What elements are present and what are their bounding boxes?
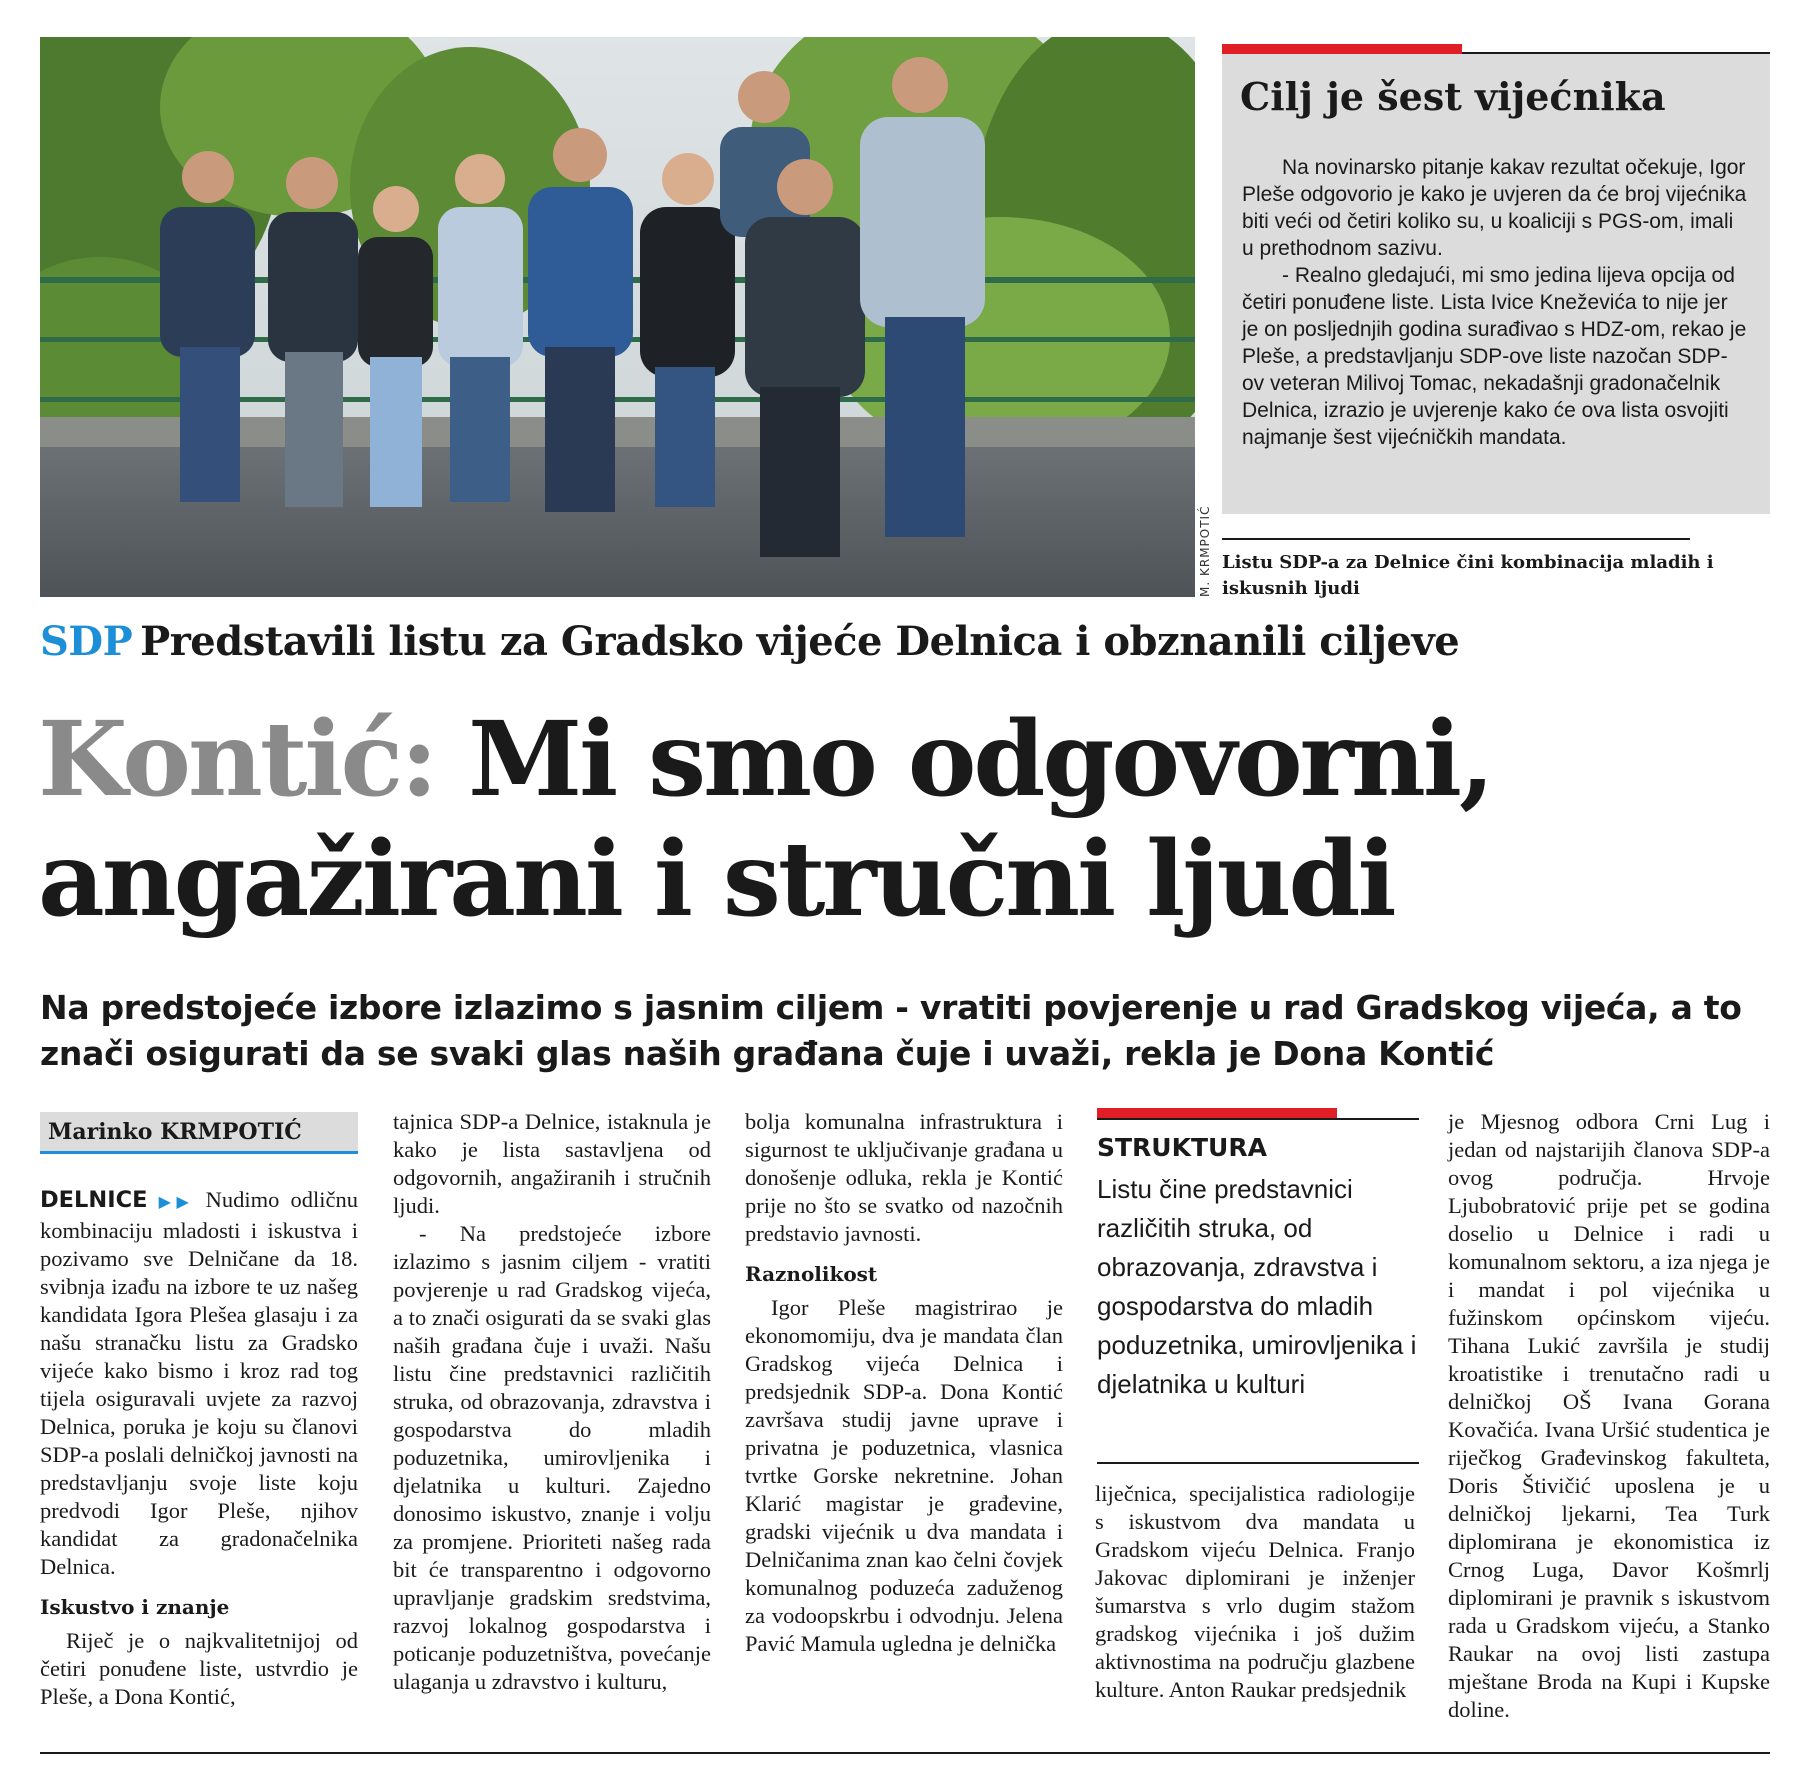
subheading: Iskustvo i znanje bbox=[40, 1595, 230, 1619]
sidebar-box bbox=[1222, 52, 1770, 514]
sidebar-title: Cilj je šest vijećnika bbox=[1240, 74, 1666, 119]
article-paragraph: liječnica, specijalistica radiologije s iskustvom dva mandata u Gradskom vijeću Delnica. Franjo Jakovac diplomirani je inženjer šumarstva s vrlo dugim stažom gradskog vijećnika i još dužim aktivnostima na području glazbene kulture. Anton Raukar predsjednik bbox=[1095, 1481, 1415, 1702]
byline: Marinko KRMPOTIĆ bbox=[40, 1112, 358, 1154]
article-column-1 bbox=[40, 1186, 358, 1711]
article-column-5 bbox=[1448, 1108, 1770, 1724]
sidebar-accent-bar bbox=[1222, 44, 1462, 54]
struktura-title: STRUKTURA bbox=[1097, 1133, 1267, 1162]
headline-speaker: Kontić: bbox=[38, 699, 436, 820]
article-paragraph: tajnica SDP-a Delnice, istaknula je kako je lista sastavljena od odgovornih, angažiranih i stručnih ljudi. bbox=[393, 1109, 711, 1218]
struktura-rule bbox=[1097, 1118, 1419, 1120]
headline bbox=[38, 700, 1492, 940]
article-paragraph: - Na predstojeće izbore izlazimo s jasnim ciljem - vratiti povjerenje u rad Gradskog vijeća, a to znači osigurati da se svaki glas naših građana čuje i uvaži. Našu listu čine predstavnici različitih struka, od obrazovanja, zdravstva i gospodarstva do mladih poduzetnika, umirovljenika i djelatnika u kulturi. Zajedno donosimo iskustvo, znanje i volju za promjene. Prioriteti našeg rada bit će transparentno i odgovorno upravljanje gradskim sredstvima, razvoj lokalnog gospodarstva i poticanje poduzetništva, povećanje ulaganja u zdravstvo i kulturu, bbox=[393, 1221, 711, 1694]
kicker-label: SDP bbox=[40, 618, 133, 665]
headline-line1: Mi smo odgovorni, bbox=[468, 699, 1492, 820]
article-paragraph: Igor Pleše magistrirao je ekonomomiju, dva je mandata član Gradskog vijeća Delnica i predsjednik SDP-a. Dona Kontić završava studij javne uprave i privatna je poduzetnica, vlasnica tvrtke Gorske nekretnine. Johan Klarić magistar je građevine, gradski vijećnik u dva mandata i Delničanima znan kao čelni čovjek komunalnog poduzeća zaduženog za vodoopskrbu i odvodnju. Jelena Pavić Mamula ugledna je delnička bbox=[745, 1295, 1063, 1656]
group-photo-illustration bbox=[40, 37, 1195, 597]
subheading: Raznolikost bbox=[745, 1262, 878, 1286]
photo-caption: Listu SDP-a za Delnice čini kombinacija mladih i iskusnih ljudi bbox=[1222, 552, 1714, 599]
article-paragraph: je Mjesnog odbora Crni Lug i jedan od najstarijih članova SDP-a ovog područja. Hrvoje Ljubobratović prije pet se godina doselio u Delnice i radi u komunalnom sektoru, a iza njega je i mandat i pol vijećnika u fužinskom općinskom vijeću. Tihana Lukić završila je studij kroatistike i trenutačno radi u delničkoj OŠ Ivana Gorana Kovačića. Ivana Uršić studentica je riječkog Građevinskog fakulteta, Doris Štivičić uposlena je u delničkoj ljekarni, Tea Turk diplomirana je ekonomistica iz Crnog Luga, Davor Košmrlj diplomirani je pravnik s iskustvom rada u Gradskom vijeću, a Stanko Raukar na ovoj listi zastupa mještane Broda na Kupi i Kupske doline. bbox=[1448, 1109, 1770, 1722]
caption-rule bbox=[1222, 538, 1690, 540]
sidebar-paragraph: - Realno gledajući, mi smo jedina lijeva opcija od četiri ponuđene liste. Lista Ivice Kneževića to nije jer je on posljednjih godina surađivao s HDZ-om, rekao je Pleše, a predstavljanju SDP-ove liste nazočan SDP-ov veteran Milivoj Tomac, nekadašnji gradonačelnik Delnica, izrazio je uvjerenje kako će ova lista osvojiti najmanje šest vijećničkih mandata. bbox=[1242, 264, 1747, 449]
article-paragraph: Nudimo odličnu kombinaciju mladosti i iskustva i pozivamo sve Delničane da 18. svibnja izađu na izbore te uz našeg kandidata Igora Plešea glasaju i za našu stranačku listu za Gradsko vijeće kako bismo i kroz rad tog tijela osiguravali uvjete za razvoj Delnica, poruka je koju su članovi SDP-a poslali delničkoj javnosti na predstavljanju svoje liste koju predvodi Igor Pleše, njihov kandidat za gradonačelnika Delnica. bbox=[40, 1187, 359, 1579]
article-paragraph: Riječ je o najkvalitetnijoj od četiri ponuđene liste, ustvrdio je Pleše, a Dona Kontić, bbox=[40, 1628, 358, 1709]
article-column-4 bbox=[1095, 1480, 1415, 1704]
article-column-3 bbox=[745, 1108, 1063, 1658]
article-paragraph: bolja komunalna infrastruktura i sigurnost te uključivanje građana u donošenje odluka, rekla je Kontić prije no što se svatko od nazočnih predstavio javnosti. bbox=[745, 1109, 1063, 1246]
kicker-text: Predstavili listu za Gradsko vijeće Delnica i obznanili ciljeve bbox=[140, 618, 1460, 665]
article-column-2 bbox=[393, 1108, 711, 1696]
lede: Na predstojeće izbore izlazimo s jasnim ciljem - vratiti povjerenje u rad Gradskog vijeća, a to znači osigurati da se svaki glas naših građana čuje i uvaži, rekla je Dona Kontić bbox=[40, 988, 1742, 1073]
dateline-arrow-icon: ▶▶ bbox=[158, 1194, 195, 1211]
bottom-rule bbox=[40, 1752, 1770, 1754]
dateline: DELNICE bbox=[40, 1187, 148, 1213]
struktura-bottom-rule bbox=[1097, 1462, 1419, 1464]
sidebar-body bbox=[1242, 154, 1748, 451]
headline-line2: angažirani i stručni ljudi bbox=[38, 819, 1394, 940]
photo-credit: M. KRMPOTIĆ bbox=[1198, 505, 1212, 597]
struktura-accent-bar bbox=[1097, 1108, 1337, 1118]
struktura-text: Listu čine predstavnici različitih struka, od obrazovanja, zdravstva i gospodarstva do mladih poduzetnika, umirovljenika i djelatnika u kulturi bbox=[1097, 1174, 1417, 1399]
sidebar-paragraph: Na novinarsko pitanje kakav rezultat očekuje, Igor Pleše odgovorio je kako je uvjeren da će broj vijećnika biti veći od četiri koliko su, u koaliciji s PGS-om, imali u prethodnom sazivu. bbox=[1242, 156, 1747, 260]
kicker bbox=[40, 618, 1459, 665]
article-photo bbox=[40, 37, 1195, 597]
